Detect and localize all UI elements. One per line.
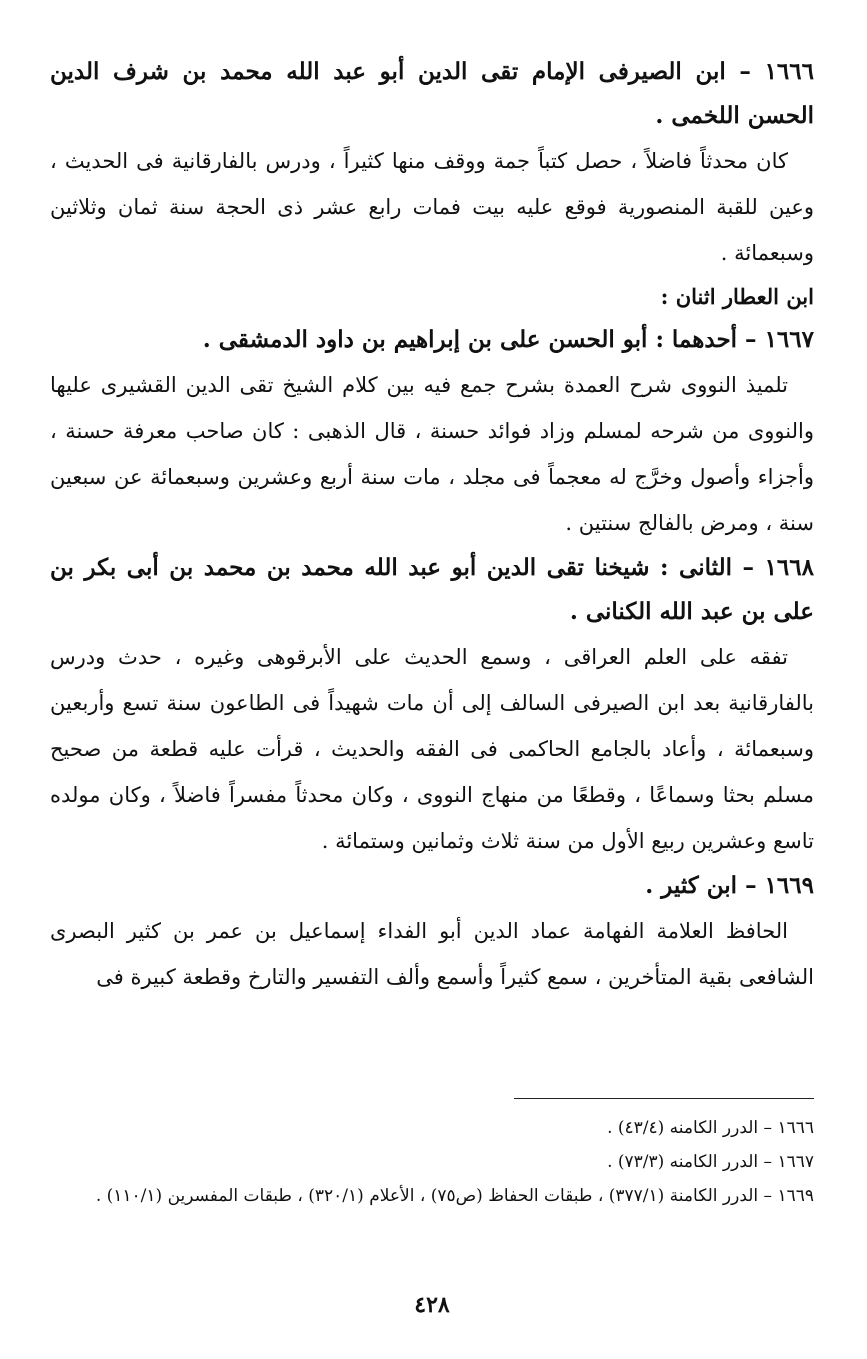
entry-1669-body: الحافظ العلامة الفهامة عماد الدين أبو الفداء إسماعيل بن عمر بن كثير البصرى الشافعى بقية المتأخرين ، سمع كثيراً وأسمع وألف التفسير والتارخ وقطعة كبيرة فى — [50, 919, 814, 989]
entry-1666-heading: ١٦٦٦ – ابن الصيرفى الإمام تقى الدين أبو عبد الله محمد بن شرف الدين الحسن اللخمى . — [50, 58, 814, 129]
page-number: ٤٢٨ — [414, 1292, 450, 1318]
entry-1668-heading: ١٦٦٨ – الثانى : شيخنا تقى الدين أبو عبد الله محمد بن محمد بن أبى بكر بن على بن عبد الله الكنانى . — [50, 554, 814, 625]
footnotes — [50, 1098, 814, 1213]
footnote-1666: ١٦٦٦ – الدرر الكامنه (٤٣/٤) . — [607, 1118, 814, 1138]
entry-1669-heading: ١٦٦٩ – ابن كثير . — [645, 872, 814, 899]
entry-1667-body: تلميذ النووى شرح العمدة بشرح جمع فيه بين كلام الشيخ تقى الدين القشيرى عليها والنووى من شرحه لمسلم وزاد فوائد حسنة ، قال الذهبى : كان صاحب معرفة حسنة ، وأجزاء وأصول وخرَّج له معجماً فى مجلد ، مات سنة أربع وعشرين وسبعمائة عن سبعين سنة ، ومرض بالفالج سنتين . — [50, 373, 814, 535]
section-title-ibn-al-attar: ابن العطار اثنان : — [660, 284, 814, 309]
footnote-1667: ١٦٦٧ – الدرر الكامنه (٧٣/٣) . — [607, 1152, 814, 1172]
entry-1666-body: كان محدثاً فاضلاً ، حصل كتباً جمة ووقف منها كثيراً ، ودرس بالفارقانية فى الحديث ، وعين للقبة المنصورية فوقع عليه بيت فمات رابع عشر ذى الحجة سنة ثمان وثلاثين وسبعمائة . — [50, 149, 814, 265]
entry-1668-body: تفقه على العلم العراقى ، وسمع الحديث على الأبرقوهى وغيره ، حدث ودرس بالفارقانية بعد ابن الصيرفى السالف إلى أن مات شهيداً فى الطاعون سنة تسع وأربعين وسبعمائة ، وأعاد بالجامع الحاكمى فى الفقه والحديث ، قرأت عليه قطعة من صحيح مسلم بحثا وسماعًا ، وقطعًا من منهاج النووى ، وكان محدثاً مفسراً فاضلاً ، وكان مولده تاسع وعشرين ربيع الأول من سنة ثلاث وثمانين وستمائة . — [50, 645, 814, 853]
entry-1667-heading: ١٦٦٧ – أحدهما : أبو الحسن على بن إبراهيم بن داود الدمشقى . — [202, 326, 814, 353]
footnote-1669: ١٦٦٩ – الدرر الكامنة (٣٧٧/١) ، طبقات الحفاظ (ص٧٥) ، الأعلام (٣٢٠/١) ، طبقات المفسرين (١١٠/١) . — [95, 1186, 814, 1206]
book-page — [50, 50, 814, 1320]
footnote-divider — [514, 1098, 814, 1099]
